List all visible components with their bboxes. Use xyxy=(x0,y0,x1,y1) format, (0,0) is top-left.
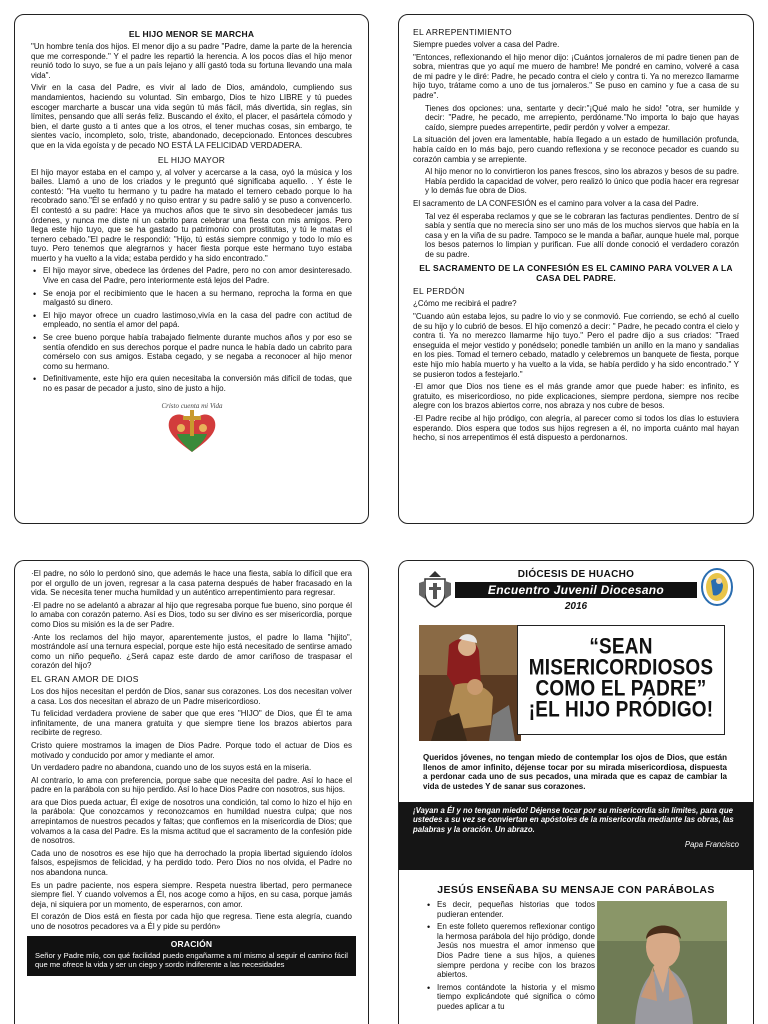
paragraph: ·Ante los reclamos del hijo mayor, aparentemente justos, el padre lo llama "hijito", mostrándole así una ternura especial, porque este hijo está necesitado de sentirse amado como un niño pequeño. ¿Será capaz este dardo de amor cariñoso de traspasar el corazón del hijo? xyxy=(31,632,352,671)
paragraph: ·El padre, no sólo lo perdonó sino, que además le hace una fiesta, sabía lo difícil que era por el orgullo de un joven, regresar a la casa paterna después de haber fracasado en la vida. Se necesita tener mucha humildad y un auténtico arrepentimiento para regresar. xyxy=(31,569,352,598)
quote-author: Papa Francisco xyxy=(684,840,739,850)
praying-young-man-photo-icon xyxy=(597,901,727,1024)
love-paragraph: ·El amor que Dios nos tiene es el más grande amor que puede haber: es infinito, es gratuito, es misericordioso, no pide explicaciones, siempre perdona, siempre nos recibe alegre con los brazos abiertos corre, nos abraza y nos cubre de besos. xyxy=(413,382,739,411)
oracion-text: Señor y Padre mío, con qué facilidad puedo engañarme a mí mismo al seguir el camino fácil que me ofrece la vida y ser un ciego y sordo indiferente a las necesidades xyxy=(35,950,348,969)
paragraph: Los dos hijos necesitan el perdón de Dios, sanar sus corazones. Los dos necesitan volver a casa. Los dos necesitan el abrazo de un Padre misericordioso. xyxy=(31,686,352,706)
cover-hero xyxy=(419,625,725,741)
section-title-perdon: EL PERDÓN xyxy=(413,286,465,297)
slogan-line: ¡EL HIJO PRÓDIGO! xyxy=(528,698,714,723)
slogan-box xyxy=(517,625,725,735)
confession-paragraph: El sacramento de LA CONFESIÓN es el camino para volver a la casa del Padre. xyxy=(413,198,699,208)
intro-text xyxy=(423,753,727,794)
confession-heading: EL SACRAMENTO DE LA CONFESIÓN ES EL CAMINO PARA VOLVER A LA CASA DEL PADRE. xyxy=(419,263,733,284)
slogan-line: “SEAN xyxy=(589,635,653,660)
expectation-paragraph: Tal vez él esperaba reclamos y que se le cobraran las facturas pendientes. Dentro de sí sabía y sentía que no merecía sino ser uno más de los muchos siervos que había en la casa y en la viña de su padre. Tampoco se le manda a bañar, aunque huele mal, porque los besos paternos lo limpian y purifican. Fue allí donde conoció el verdadero corazón de su padre. xyxy=(425,211,739,259)
intro-line: Siempre puedes volver a casa del Padre. xyxy=(413,40,560,49)
event-banner: Encuentro Juvenil Diocesano xyxy=(455,582,697,598)
prodigal-son-painting-icon xyxy=(419,625,521,741)
heart-cross-logo-icon xyxy=(157,398,227,456)
situation-paragraph: La situación del joven era lamentable, había llegado a un estado de humillación profunda, había caído en lo más bajo, pero cuando reflexiona y se reconoce pecador es cuando su corazón cambia y se arrepiente. xyxy=(413,135,739,164)
list-item: • Es decir, pequeñas historias que todos pudieran entender. xyxy=(425,900,595,919)
list-item: • Se enoja por el recibimiento que le hacen a su hermano, reprocha la forma en que malgastó su dinero. xyxy=(31,289,352,308)
reflection-paragraph: Vivir en la casa del Padre, es vivir al lado de Dios, amándolo, cumpliendo sus mandamientos, haciendo su voluntad. Sin embargo, Dios te hizo LIBRE y tú puedes escoger marcharte a buscar una vida según tú más fácil, más divertida, sin reglas, sin límites, pensando que allí serás feliz. Buscando el éxito, el placer, el pasártela cómodo y bien, el darte gusto a ti antes que a los otros, el tener muchas cosas, sin embargo, te sientes vacío, incompleto, solo, triste, abandonado, decepcionado. Entonces descubres que en la vida egoísta y de pecado NO ESTÁ LA FELICIDAD VERDADERA. xyxy=(31,83,352,150)
intro-paragraph: Queridos jóvenes, no tengan miedo de contemplar los ojos de Dios, que están llenos de amor infinito, déjense tocar por su mirada misericordiosa, dispuesta a perdonar cada uno de sus pecados, una mirada que es capaz de cambiar la vida de ustedes Y de sanar sus corazones. xyxy=(423,753,727,791)
scripture-paragraph-perdon: "Cuando aún estaba lejos, su padre lo vio y se conmovió. Fue corriendo, se echó al cuello de su hijo y lo cubrió de besos. El hijo comenzó a decir: " Padre, he pecado contra el cielo y contra ti. Ya no merezco llamarme hijo tuyo." Pero el padre dijo a sus criados: "Traed enseguida el mejor vestido y ponédselo; ponedle también un anillo en la mano y sandalias en los pies. Tomad el ternero cebado, matadlo y celebremos un banquete de fiesta, porque este hijo mío había muerto y ha vuelto a la vida, se había perdido y ha sido encontrado." Y se pusieron todos a festejarlo." xyxy=(413,312,739,379)
parabolas-list xyxy=(425,900,595,1015)
paragraph: Es un padre paciente, nos espera siempre. Respeta nuestra libertad, pero permanece siempre fiel. Y cuando volvemos a Él, nos acoge como a hijos, en su casa, porque jamás deja, ni siquiera por un momento, de esperarnos, con amor. xyxy=(31,880,352,909)
panel-cover xyxy=(398,560,754,1024)
list-item: • El hijo mayor sirve, obedece las órdenes del Padre, pero no con amor desinteresado. Vive en casa del Padre, pero interiormente está lejos del Padre. xyxy=(31,266,352,285)
section-title-hijo-mayor: EL HIJO MAYOR xyxy=(157,154,226,165)
parabolas-title: JESÚS ENSEÑABA SU MENSAJE CON PARÁBOLAS xyxy=(437,884,715,896)
scripture-paragraph-mayor: El hijo mayor estaba en el campo y, al volver y acercarse a la casa, oyó la música y los bailes. Llamó a uno de los criados y le preguntó qué significaba aquello. . Y éste le contestó: "Ha vuelto tu hermano y tu padre ha matado el ternero cebado porque lo ha recobrado sano."Él se enfadó y no quiso entrar y su padre salió y se puso a convencerlo. Él contestó a su padre: Hace ya muchos años que te sirvo sin desobedecer jamás tus órdenes, y nunca me diste ni un cabrito para celebrar una fiesta con mis amigos. Pero llega este hijo tuyo, que se ha gastado tu patrimonio con prostitutas, y tú le matas el ternero cebado."El padre le respondió: "Hijo, tú estás siempre conmigo y todo lo mío es tuyo. Pero tenemos que alegrarnos y hacer fiesta porque este hermano tuyo estaba muerto y ha vuelto a la vida; estaba perdido y ha sido encontrado." xyxy=(31,167,352,263)
pope-quote: ¡Vayan a Él y no tengan miedo! Déjense tocar por su misericordia sin límites, para que ustedes a su vez se conviertan en apóstoles de la misericordia mediante las obras, las palabras y la oración. Un abrazo. xyxy=(413,806,734,834)
panel-arrepentimiento xyxy=(398,14,754,524)
paragraph: ara que Dios pueda actuar, Él exige de nosotros una condición, tal como lo hizo el hijo en la parábola: Que conozcamos y reconozcamos en humildad nuestra culpa; que nos arrepintamos de nuestros pecados y faltas; que confiemos en la misericordia de Dios; que volvamos a la casa del Padre. Es la misma actitud que el sacramento de la confesión pide de nosotros. xyxy=(31,797,352,846)
paragraph: Un verdadero padre no abandona, cuando uno de los suyos está en la miseria. xyxy=(31,763,312,773)
pope-quote-box xyxy=(399,802,753,870)
section-title-hijo-menor: EL HIJO MENOR SE MARCHA xyxy=(128,29,255,39)
slogan-line: COMO EL PADRE” xyxy=(535,677,707,702)
paragraph: Cada uno de nosotros es ese hijo que ha derrochado la propia libertad siguiendo ídolos falsos, espejismos de felicidad, y ha perdido todo. Pero Dios no nos olvida, el Padre no nos abandona nunca. xyxy=(31,848,352,878)
list-item: • Se cree bueno porque había trabajado fielmente durante muchos años y por eso se sentía ofendido en sus derechos porque el padre nunca le había dado un cabrito para comérselo con sus amigos. Estaba cegado, y se negaba a reconocer al hijo menor como su hermano. xyxy=(31,333,352,371)
event-year: 2016 xyxy=(564,601,588,612)
panel-hijo-menor xyxy=(14,14,369,524)
paragraph: Cristo quiere mostramos la imagen de Dios Padre. Porque todo el actuar de Dios es motivado y conducido por amor y mediante el amor. xyxy=(31,740,352,760)
list-item: • El hijo mayor ofrece un cuadro lastimoso,vivía en la casa del padre con actitud de empleado, no sentía el amor del papá. xyxy=(31,311,352,330)
cristo-cuenta-logo xyxy=(31,398,352,456)
svg-text:Cristo cuenta mi Vida: Cristo cuenta mi Vida xyxy=(160,401,223,410)
slogan-line: MISERICORDIOSOS xyxy=(528,656,714,681)
oracion-title: ORACIÓN xyxy=(170,938,213,949)
options-paragraph: Tienes dos opciones: una, sentarte y decir:"¡Qué malo he sido! "otra, ser humilde y decir: "Padre, he pecado, me arrepiento, perdóname."No importa lo bajo que hayas caído, siempre puedes arrepentirte, pedir perdón y volver a empezar. xyxy=(425,103,739,132)
paragraph: ·El padre no se adelantó a abrazar al hijo que regresaba porque fue bueno, sino porque él lo amaba con corazón paterno. Así es Dios, todo su ser divino es ser misericordia, porque como Dios su misión es la de ser Padre. xyxy=(31,600,352,629)
diocese-name: DIÓCESIS DE HUACHO xyxy=(517,569,635,580)
jubilee-mercy-logo-icon xyxy=(699,567,735,607)
paragraph: Tu felicidad verdadera proviene de saber que que eres "HIJO" de Dios, que Él te ama infinitamente, de una manera gratuita y que siempre tiene los brazos abiertos para recibirte de regreso. xyxy=(31,709,352,738)
welcome-paragraph: ·El Padre recibe al hijo pródigo, con alegría, al parecer como si todos los días lo estuviera esperando. Dios espera que todos sus hijos regresen a él, no importa cuánto mal hayan hecho, si nos arrepentimos él está dispuesto a perdonarnos. xyxy=(413,414,739,443)
oracion-box xyxy=(27,936,356,976)
section-title-gran-amor: EL GRAN AMOR DE DIOS xyxy=(31,673,139,684)
list-item: • Iremos contándote la historia y el mismo tiempo explicándote qué significa o cómo puedes aplicar a tu xyxy=(425,983,595,1012)
scripture-paragraph: "Un hombre tenía dos hijos. El menor dijo a su padre "Padre, dame la parte de la herencia que me corresponde." Y el padre les repartió la herencia. A los pocos días el hijo menor reunió todo lo suyo, se fue a un país lejano y allí gastó toda su fortuna llevando una mala vida". xyxy=(31,42,352,80)
section-title-arrepentimiento: EL ARREPENTIMIENTO xyxy=(413,27,512,37)
cover-header xyxy=(399,561,753,619)
bullet-list xyxy=(31,266,352,393)
question-line: ¿Cómo me recibirá el padre? xyxy=(413,299,517,309)
paragraph: El corazón de Dios está en fiesta por cada hijo que regresa. Tiene esta alegría, cuando uno de nosotros pecadores va a Él y pide su perdón» xyxy=(31,912,352,931)
panel-gran-amor xyxy=(14,560,369,1024)
paragraph: Al contrario, lo ama con preferencia, porque sabe que necesita del padre. Así lo hace el padre en la parábola con su hijo perdido. Así lo hace Dios Padre con nosotros, sus hijos. xyxy=(31,775,352,795)
list-item: • Definitivamente, este hijo era quien necesitaba la conversión más difícil de todas, que no es pasar de pecador a justo, sino de justo a hijo. xyxy=(31,374,352,393)
scripture-paragraph: "Entonces, reflexionando el hijo menor dijo: ¡Cuántos jornaleros de mi padre tienen pan de sobra, mientras que yo aquí me muero de hambre! Me pondré en camino, volveré a casa de mi padre y le diré: Padre, he pecado contra el cielo y contra ti. Ya no merezco llamarme hijo tuyo, trátame como a uno de tus jornaleros." Se puso en camino y fue a casa de su padre". xyxy=(413,52,739,100)
list-item: • En este folleto queremos reflexionar contigo la hermosa parábola del hijo pródigo, donde Jesús nos muestra el amor inmenso que Dios Padre tiene a sus hijos, a quienes siempre perdona y recibe con los brazos abiertos. xyxy=(425,922,595,980)
conversion-paragraph: Al hijo menor no lo convirtieron los panes frescos, sino los abrazos y besos de su padre. Había perdido la capacidad de volver, pero realizó lo único que podía hacer era regresar y lo demás fue obra de Dios. xyxy=(425,167,739,196)
